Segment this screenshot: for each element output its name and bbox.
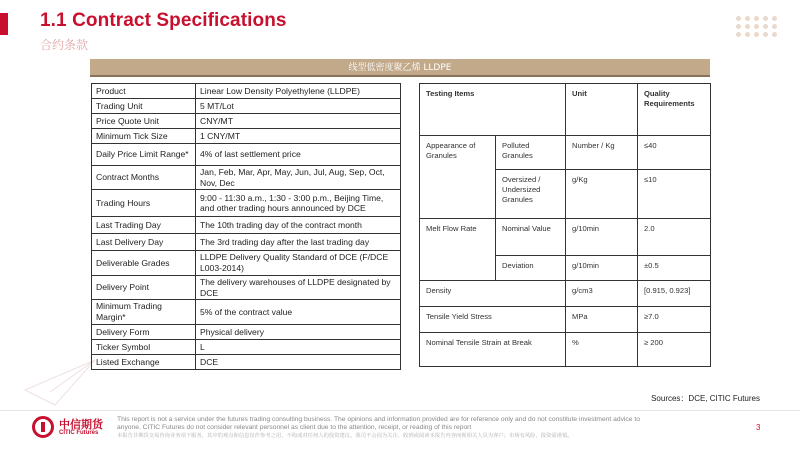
spec-key: Price Quote Unit: [92, 114, 196, 129]
spec-value: The delivery warehouses of LLDPE designated by DCE: [196, 275, 401, 299]
quality-requirements-table: [419, 83, 711, 367]
spec-row: [92, 144, 401, 166]
nominal-req-cell: 2.0: [638, 219, 711, 256]
deviation-cell: Deviation: [496, 256, 566, 281]
spec-row: [92, 217, 401, 234]
spec-row: [92, 234, 401, 251]
density-cell: Density: [420, 281, 566, 307]
spec-value: 5% of the contract value: [196, 300, 401, 324]
tensile-req-cell: ≥7.0: [638, 307, 711, 333]
strain-unit-cell: %: [566, 333, 638, 367]
spec-key: Minimum Tick Size: [92, 129, 196, 144]
disclaimer: [117, 416, 657, 439]
spec-value: 1 CNY/MT: [196, 129, 401, 144]
spec-row: [92, 300, 401, 324]
deviation-unit-cell: g/10min: [566, 256, 638, 281]
strain-req-cell: ≥ 200: [638, 333, 711, 367]
header-unit: Unit: [566, 84, 638, 136]
spec-row: [92, 129, 401, 144]
decorative-dots: [736, 16, 782, 38]
oversized-unit-cell: g/Kg: [566, 170, 638, 219]
spec-value: The 3rd trading day after the last trading day: [196, 234, 401, 251]
spec-value: Linear Low Density Polyethylene (LLDPE): [196, 84, 401, 99]
density-req-cell: [0.915, 0.923]: [638, 281, 711, 307]
spec-row: [92, 84, 401, 99]
spec-key: Ticker Symbol: [92, 339, 196, 354]
spec-row: [92, 190, 401, 217]
spec-row: [92, 99, 401, 114]
spec-value: Physical delivery: [196, 324, 401, 339]
oversized-granules-cell: Oversized / Undersized Granules: [496, 170, 566, 219]
title-accent-bar: [0, 13, 8, 35]
nominal-unit-cell: g/10min: [566, 219, 638, 256]
polluted-req-cell: ≤40: [638, 136, 711, 170]
density-unit-cell: g/cm3: [566, 281, 638, 307]
spec-key: Listed Exchange: [92, 354, 196, 369]
spec-value: 5 MT/Lot: [196, 99, 401, 114]
citic-logo-icon: [32, 416, 54, 438]
disclaimer-en: This report is not a service under the futures trading consulting business. The opinions and information provided are for reference only and do not constitute investment advice to anyone. CITIC Futures do not consider relevant personnel as client due to the attention, receipt, or reading of this report: [117, 416, 640, 432]
spec-row: [92, 324, 401, 339]
spec-value: Jan, Feb, Mar, Apr, May, Jun, Jul, Aug, Sep, Oct, Nov, Dec: [196, 166, 401, 190]
spec-value: L: [196, 339, 401, 354]
spec-row: [92, 114, 401, 129]
contract-spec-table: [91, 83, 401, 370]
spec-key: Trading Hours: [92, 190, 196, 217]
spec-key: Last Delivery Day: [92, 234, 196, 251]
polluted-granules-cell: Polluted Granules: [496, 136, 566, 170]
spec-value: LLDPE Delivery Quality Standard of DCE (F/DCE L003-2014): [196, 251, 401, 275]
product-banner: 线型低密度聚乙烯 LLDPE: [90, 59, 710, 77]
melt-flow-rate-cell: Melt Flow Rate: [420, 219, 496, 281]
page-title: 1.1 Contract Specifications: [40, 10, 287, 31]
spec-value: The 10th trading day of the contract month: [196, 217, 401, 234]
disclaimer-cn: 本报告非期货交易咨询业务项下服务，其中的观点和信息仅作参考之用，不构成对任何人的投资建议。我司不会因为关注、收到或阅读本报告内容而视相关人员为客户；市场有风险，投资需谨慎。: [117, 432, 573, 439]
spec-key: Contract Months: [92, 166, 196, 190]
deviation-req-cell: ±0.5: [638, 256, 711, 281]
spec-row: [92, 251, 401, 275]
tensile-unit-cell: MPa: [566, 307, 638, 333]
spec-row: [92, 339, 401, 354]
citic-futures-logo: [32, 414, 112, 442]
spec-key: Delivery Point: [92, 275, 196, 299]
logo-text-cn: 中信期货: [59, 418, 103, 431]
spec-value: CNY/MT: [196, 114, 401, 129]
spec-row: [92, 166, 401, 190]
header-testing-items: Testing Items: [420, 84, 566, 136]
nominal-value-cell: Nominal Value: [496, 219, 566, 256]
spec-key: Trading Unit: [92, 99, 196, 114]
oversized-req-cell: ≤10: [638, 170, 711, 219]
spec-key: Delivery Form: [92, 324, 196, 339]
spec-key: Minimum Trading Margin*: [92, 300, 196, 324]
header-quality-requirements: Quality Requirements: [638, 84, 711, 136]
spec-key: Product: [92, 84, 196, 99]
sources-note: Sources：DCE, CITIC Futures: [651, 394, 760, 403]
spec-row: [92, 275, 401, 299]
footer-divider: [0, 410, 800, 411]
page-number: 3: [756, 423, 761, 432]
spec-key: Last Trading Day: [92, 217, 196, 234]
spec-key: Daily Price Limit Range*: [92, 144, 196, 166]
spec-value: DCE: [196, 354, 401, 369]
paper-plane-watermark-icon: [20, 350, 100, 410]
polluted-unit-cell: Number / Kg: [566, 136, 638, 170]
logo-text-en: CITIC Futures: [59, 430, 99, 436]
spec-value: 9:00 - 11:30 a.m., 1:30 - 3:00 p.m., Beijing Time, and other trading hours announced by DCE: [196, 190, 401, 217]
page-subtitle: 合约条款: [40, 38, 89, 52]
appearance-of-granules-cell: Appearance of Granules: [420, 136, 496, 219]
tensile-yield-stress-cell: Tensile Yield Stress: [420, 307, 566, 333]
tensile-strain-cell: Nominal Tensile Strain at Break: [420, 333, 566, 367]
spec-key: Deliverable Grades: [92, 251, 196, 275]
spec-row: [92, 354, 401, 369]
spec-value: 4% of last settlement price: [196, 144, 401, 166]
